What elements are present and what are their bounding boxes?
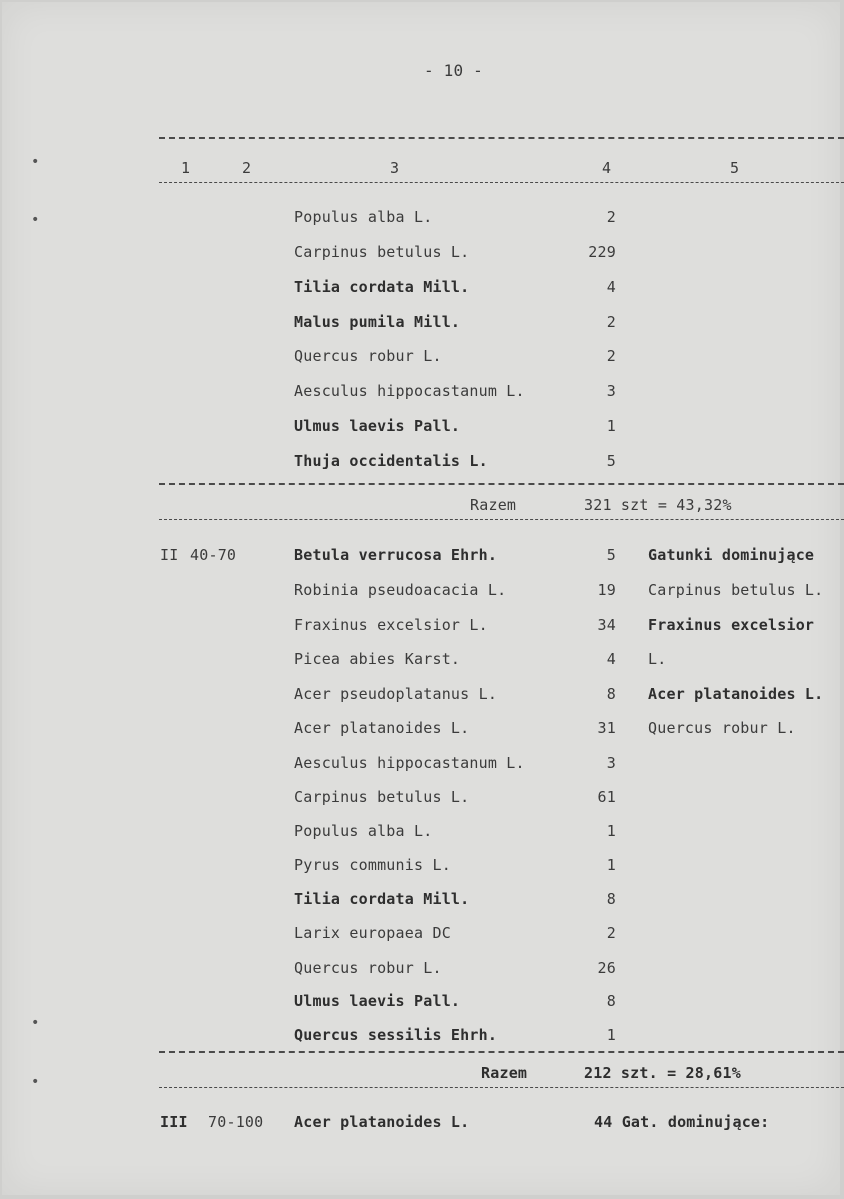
species-count: 8 (606, 890, 616, 908)
species-count: 34 (597, 616, 616, 634)
species-name: Betula verrucosa Ehrh. (294, 546, 498, 564)
total-value: 321 szt = 43,32% (584, 496, 732, 514)
dominant-note: Fraxinus excelsior (648, 616, 815, 634)
species-name: Aesculus hippocastanum L. (294, 754, 525, 772)
species-name: Fraxinus excelsior L. (294, 616, 488, 634)
margin-dot: • (31, 1015, 40, 1031)
class-number: II (160, 546, 179, 564)
total-top-rule (159, 483, 844, 485)
margin-dot: • (31, 212, 40, 228)
column-header-1: 1 (181, 159, 191, 177)
species-name: Ulmus laevis Pall. (294, 992, 461, 1010)
document-page (2, 2, 840, 1195)
column-header-2: 2 (242, 159, 252, 177)
species-count: 3 (606, 382, 616, 400)
species-name: Quercus sessilis Ehrh. (294, 1026, 498, 1044)
species-name: Picea abies Karst. (294, 650, 461, 668)
species-count: 3 (606, 754, 616, 772)
species-count: 26 (597, 959, 616, 977)
total-label: Razem (481, 1064, 528, 1082)
species-count: 19 (597, 581, 616, 599)
species-count: 5 (606, 546, 616, 564)
species-name: Populus alba L. (294, 822, 433, 840)
header-bottom-rule (159, 182, 844, 183)
species-count: 4 (606, 650, 616, 668)
species-count: 2 (606, 313, 616, 331)
species-count: 229 (588, 243, 616, 261)
class-number: III (160, 1113, 188, 1131)
species-name: Ulmus laevis Pall. (294, 417, 461, 435)
species-name: Carpinus betulus L. (294, 788, 470, 806)
species-name: Pyrus communis L. (294, 856, 451, 874)
species-name: Acer platanoides L. (294, 1113, 470, 1131)
species-name: Acer platanoides L. (294, 719, 470, 737)
diameter-range: 40-70 (190, 546, 237, 564)
species-name: Populus alba L. (294, 208, 433, 226)
species-count: 2 (606, 924, 616, 942)
species-count: 1 (606, 822, 616, 840)
species-name: Tilia cordata Mill. (294, 278, 470, 296)
species-count: 8 (606, 685, 616, 703)
species-count: 61 (597, 788, 616, 806)
header-top-rule (159, 137, 844, 139)
column-header-4: 4 (602, 159, 612, 177)
total-top-rule (159, 1051, 844, 1053)
total-bottom-rule (159, 519, 844, 520)
margin-dot: • (31, 1074, 40, 1090)
diameter-range: 70-100 (208, 1113, 264, 1131)
total-label: Razem (470, 496, 517, 514)
page-number: - 10 - (424, 61, 483, 80)
species-count: 2 (606, 347, 616, 365)
species-count: 1 (606, 1026, 616, 1044)
species-count: 2 (606, 208, 616, 226)
species-count: 1 (606, 856, 616, 874)
species-name: Aesculus hippocastanum L. (294, 382, 525, 400)
dominant-note: Quercus robur L. (648, 719, 796, 737)
column-header-5: 5 (730, 159, 740, 177)
dominant-note: L. (648, 650, 667, 668)
species-count: 1 (606, 417, 616, 435)
species-count: 4 (606, 278, 616, 296)
species-count: 5 (606, 452, 616, 470)
column-header-3: 3 (390, 159, 400, 177)
margin-dot: • (31, 154, 40, 170)
species-name: Quercus robur L. (294, 347, 442, 365)
species-name: Thuja occidentalis L. (294, 452, 488, 470)
dominant-note: Carpinus betulus L. (648, 581, 824, 599)
species-name: Robinia pseudoacacia L. (294, 581, 507, 599)
dominant-note: 44 Gat. dominujące: (594, 1113, 770, 1131)
dominant-note: Gatunki dominujące (648, 546, 815, 564)
dominant-note: Acer platanoides L. (648, 685, 824, 703)
total-bottom-rule (159, 1087, 844, 1088)
species-count: 31 (597, 719, 616, 737)
total-value: 212 szt. = 28,61% (584, 1064, 741, 1082)
species-name: Carpinus betulus L. (294, 243, 470, 261)
species-name: Malus pumila Mill. (294, 313, 461, 331)
species-count: 8 (606, 992, 616, 1010)
species-name: Larix europaea DC (294, 924, 451, 942)
species-name: Tilia cordata Mill. (294, 890, 470, 908)
species-name: Quercus robur L. (294, 959, 442, 977)
species-name: Acer pseudoplatanus L. (294, 685, 498, 703)
